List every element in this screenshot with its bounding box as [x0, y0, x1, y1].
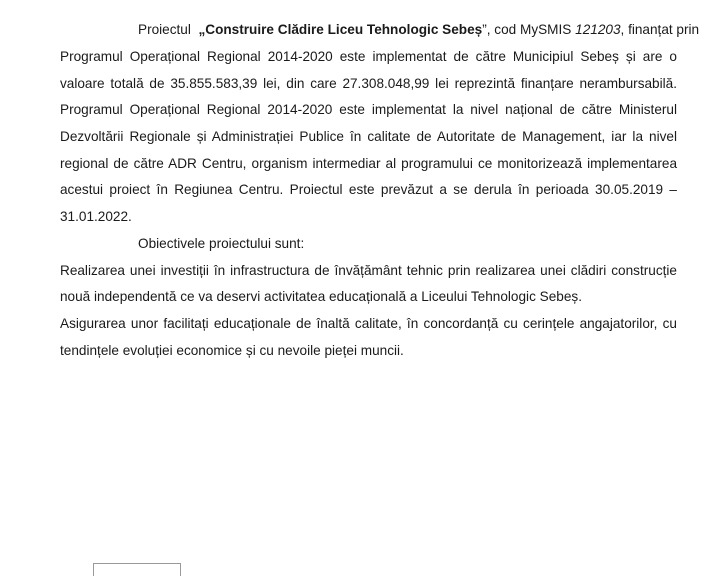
intro-line-6: regional de către ADR Centru, organism intermediar al programului ce monitorizează implementarea — [60, 156, 677, 171]
objective-2-line-1: Asigurarea unor facilitați educaționale de înaltă calitate, în concordanță cu cerințele angajatorilor, cu — [60, 316, 677, 331]
intro-after-title: , cod MySMIS — [486, 22, 576, 37]
project-title-close-quote: ” — [482, 22, 487, 37]
intro-line-2: Programul Operațional Regional 2014-2020 este implementat de către Municipiul Sebeș și are o — [60, 49, 677, 64]
intro-line-3: valoare totală de 35.855.583,39 lei, din care 27.308.048,99 lei reprezintă finanțare nerambursabilă. — [60, 76, 677, 91]
intro-indent-word: Proiectul — [138, 22, 191, 37]
intro-line-7: acestui proiect în Regiunea Centru. Proiectul este prevăzut a se derula în perioada 30.05.2019 – — [60, 182, 677, 197]
project-title: Construire Clădire Liceu Tehnologic Sebeș — [205, 22, 483, 37]
objective-2-line-2: tendințele evoluției economice și cu nevoile pieței muncii. — [60, 343, 404, 358]
intro-line-1 — [138, 21, 699, 39]
project-title-open-quote: „ — [198, 22, 206, 37]
intro-line-5: Dezvoltării Regionale și Administrației Publice în calitate de Autoritate de Management, iar la nivel — [60, 129, 677, 144]
intro-after-code: , finanțat prin — [620, 22, 700, 37]
objectives-heading: Obiectivele proiectului sunt: — [138, 236, 305, 251]
objective-1-line-1: Realizarea unei investiții în infrastructura de învățământ tehnic prin realizarea unei clădiri construcție — [60, 263, 677, 278]
mysmis-code: 121203 — [575, 22, 621, 37]
intro-line-4: Programul Operațional Regional 2014-2020 este implementat la nivel național de către Ministerul — [60, 102, 677, 117]
intro-line-8: 31.01.2022. — [60, 209, 132, 224]
objective-1-line-2: nouă independentă ce va deservi activitatea educațională a Liceului Tehnologic Sebeș. — [60, 289, 582, 304]
